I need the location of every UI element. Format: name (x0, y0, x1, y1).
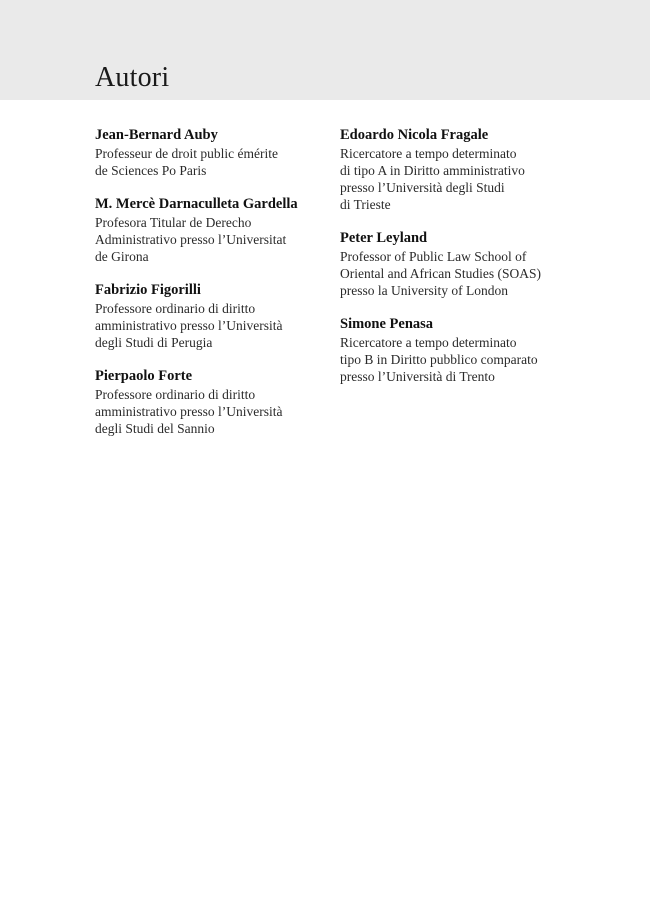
affiliation-line: tipo B in Diritto pubblico comparato (340, 352, 538, 367)
author-name: Fabrizio Figorilli (95, 282, 201, 298)
affiliation-line: Professore ordinario di diritto (95, 387, 256, 402)
author-entry (95, 281, 335, 351)
author-name: Peter Leyland (340, 230, 428, 246)
author-name: Jean-Bernard Auby (95, 127, 218, 143)
affiliation-line: Ricercatore a tempo determinato (340, 335, 517, 350)
author-affiliation (95, 386, 335, 437)
author-name: Pierpaolo Forte (95, 368, 193, 384)
author-entry (340, 229, 570, 299)
affiliation-line: presso l’Università degli Studi (340, 180, 505, 195)
affiliation-line: Administrativo presso l’Universitat (95, 232, 287, 247)
author-name: M. Mercè Darnaculleta Gardella (95, 196, 298, 212)
author-affiliation (340, 334, 570, 385)
affiliation-line: Oriental and African Studies (SOAS) (340, 266, 541, 281)
affiliation-line: di Trieste (340, 197, 391, 212)
authors-left-column (95, 126, 335, 453)
affiliation-line: degli Studi del Sannio (95, 421, 215, 436)
author-entry (95, 367, 335, 437)
author-entry (340, 126, 570, 213)
affiliation-line: Ricercatore a tempo determinato (340, 146, 517, 161)
affiliation-line: presso l’Università di Trento (340, 369, 495, 384)
authors-right-column (340, 126, 570, 401)
author-affiliation (95, 300, 335, 351)
affiliation-line: Profesora Titular de Derecho (95, 215, 252, 230)
affiliation-line: Professeur de droit public émérite (95, 146, 278, 161)
page-title: Autori (95, 62, 170, 93)
author-affiliation (340, 248, 570, 299)
affiliation-line: de Girona (95, 249, 149, 264)
affiliation-line: presso la University of London (340, 283, 508, 298)
affiliation-line: de Sciences Po Paris (95, 163, 207, 178)
affiliation-line: amministrativo presso l’Università (95, 318, 283, 333)
affiliation-line: amministrativo presso l’Università (95, 404, 283, 419)
author-affiliation (340, 145, 570, 213)
author-entry (340, 315, 570, 385)
author-entry (95, 126, 335, 179)
author-entry (95, 195, 335, 265)
author-name: Simone Penasa (340, 316, 434, 332)
affiliation-line: Professore ordinario di diritto (95, 301, 256, 316)
affiliation-line: Professor of Public Law School of (340, 249, 527, 264)
affiliation-line: degli Studi di Perugia (95, 335, 213, 350)
author-affiliation (95, 214, 335, 265)
affiliation-line: di tipo A in Diritto amministrativo (340, 163, 525, 178)
author-affiliation (95, 145, 335, 179)
author-name: Edoardo Nicola Fragale (340, 127, 489, 143)
